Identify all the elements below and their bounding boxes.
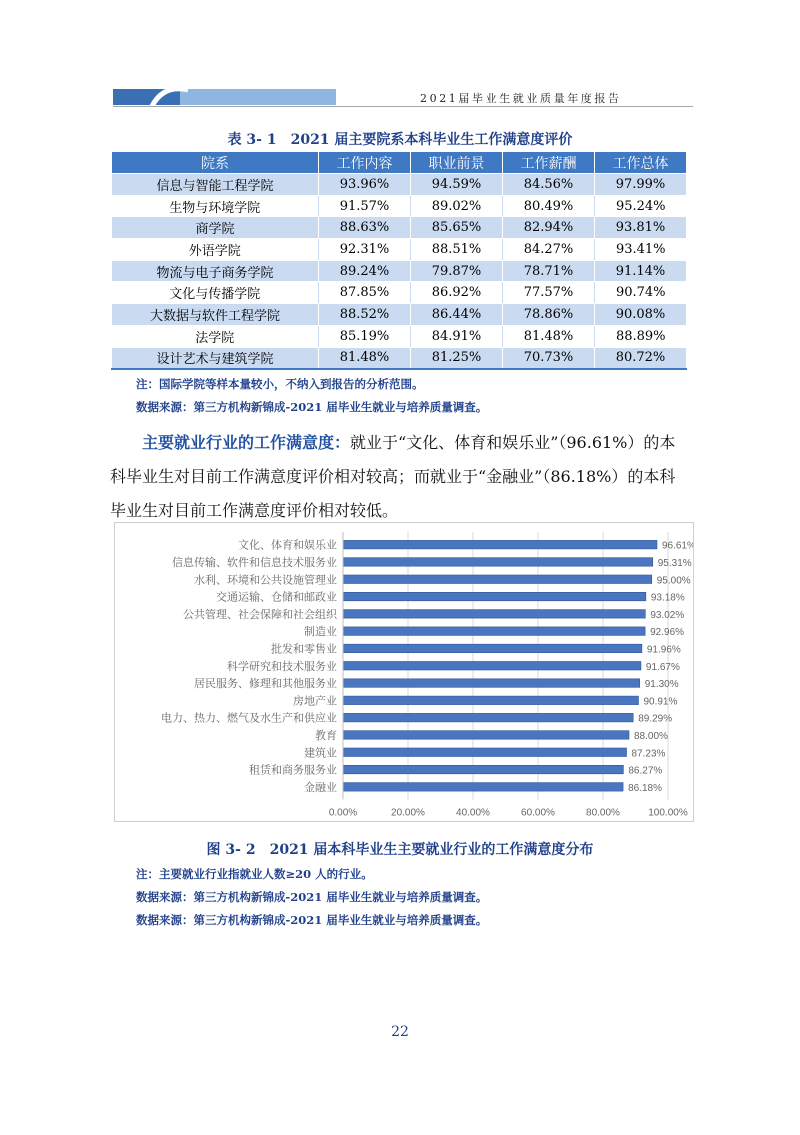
bar [343,558,653,567]
percentage-cell: 80.49% [503,195,595,217]
percentage-cell: 82.94% [503,217,595,239]
x-tick-label: 100.00% [648,807,688,819]
table-header-cell: 工作薪酬 [503,152,595,174]
table-row [112,195,687,217]
data-label: 93.02% [650,609,685,621]
header-band-accent [180,89,336,105]
department-name-cell: 物流与电子商务学院 [112,260,319,282]
table-row [112,304,687,326]
x-tick-label: 60.00% [521,807,555,819]
category-label: 信息传输、软件和信息技术服务业 [172,555,337,569]
percentage-cell: 77.57% [503,282,595,304]
figure-caption: 图 3- 2 2021 届本科毕业生主要就业行业的工作满意度分布 [206,842,594,858]
percentage-cell: 89.24% [319,260,411,282]
bar [343,592,646,601]
table-source: 数据来源：第三方机构新锦成-2021 届毕业生就业与培养质量调查。 [136,400,488,414]
data-label: 95.00% [656,575,691,587]
category-label: 建筑业 [304,746,337,760]
percentage-cell: 86.44% [411,304,503,326]
data-label: 91.96% [646,644,681,656]
percentage-cell: 70.73% [503,347,595,369]
table-header-cell: 院系 [112,152,319,174]
category-label: 公共管理、社会保障和社会组织 [183,607,337,621]
data-label: 93.18% [650,592,685,604]
category-label: 电力、热力、燃气及水生产和供应业 [161,711,337,725]
header-logo-curve [150,82,190,108]
category-label: 批发和零售业 [271,642,337,656]
percentage-cell: 84.91% [411,325,503,347]
paragraph-lead: 主要就业行业的工作满意度： [142,433,351,452]
bar [343,662,641,671]
category-label: 文化、体育和娱乐业 [238,538,337,552]
percentage-cell: 89.02% [411,195,503,217]
percentage-cell: 93.41% [595,239,687,261]
table-row [112,239,687,261]
data-label: 87.23% [631,748,666,760]
satisfaction-table [111,151,687,370]
percentage-cell: 84.27% [503,239,595,261]
category-label: 制造业 [304,625,337,639]
data-label: 95.31% [657,557,692,569]
figure-source-repeat: 数据来源：第三方机构新锦成-2021 届毕业生就业与培养质量调查。 [136,913,488,927]
table-note: 注：国际学院等样本量较小，不纳入到报告的分析范围。 [136,377,424,391]
table-row [112,347,687,369]
bar [343,610,645,619]
department-name-cell: 信息与智能工程学院 [112,174,319,196]
percentage-cell: 81.25% [411,347,503,369]
percentage-cell: 88.51% [411,239,503,261]
table-caption: 表 3- 1 2021 届主要院系本科毕业生工作满意度评价 [227,132,573,148]
category-label: 房地产业 [293,694,337,708]
department-name-cell: 生物与环境学院 [112,195,319,217]
paragraph-line-3: 毕业生对目前工作满意度评价相对较低。 [110,501,399,520]
x-tick-label: 20.00% [391,807,425,819]
category-label: 教育 [315,728,337,742]
percentage-cell: 78.86% [503,304,595,326]
percentage-cell: 84.56% [503,174,595,196]
table-row [112,174,687,196]
percentage-cell: 88.63% [319,217,411,239]
category-label: 租赁和商务服务业 [249,763,337,777]
table-header-row [112,152,687,174]
data-label: 89.29% [638,713,673,725]
category-label: 居民服务、修理和其他服务业 [194,677,337,691]
category-label: 科学研究和技术服务业 [227,659,337,673]
percentage-cell: 95.24% [595,195,687,217]
industry-satisfaction-chart [115,523,693,821]
data-label: 91.67% [645,661,680,673]
bar [343,644,642,653]
bar [343,679,640,688]
bar [343,783,623,792]
bar [343,575,652,584]
department-name-cell: 文化与传播学院 [112,282,319,304]
bar [343,748,626,757]
percentage-cell: 85.19% [319,325,411,347]
x-tick-label: 40.00% [456,807,490,819]
data-label: 91.30% [644,679,679,691]
x-tick-label: 0.00% [328,807,358,819]
percentage-cell: 90.74% [595,282,687,304]
bar [343,696,638,705]
data-label: 92.96% [650,627,685,639]
percentage-cell: 81.48% [319,347,411,369]
table-header-cell: 职业前景 [411,152,503,174]
percentage-cell: 86.92% [411,282,503,304]
chart-container [114,522,694,822]
paragraph-line-1 [110,426,694,460]
percentage-cell: 81.48% [503,325,595,347]
data-label: 86.27% [628,765,663,777]
category-label: 交通运输、仓储和邮政业 [216,590,337,604]
bar [343,627,645,636]
bar [343,731,629,740]
table-header-cell: 工作总体 [595,152,687,174]
paragraph-line-2: 科毕业生对目前工作满意度评价相对较高；而就业于“金融业”（86.18%）的本科 [110,467,676,486]
figure-source: 数据来源：第三方机构新锦成-2021 届毕业生就业与培养质量调查。 [136,890,488,904]
data-label: 86.18% [628,782,663,794]
paragraph-text: 就业于“文化、体育和娱乐业”（96.61%）的本 [350,433,676,452]
bar [343,713,633,722]
percentage-cell: 90.08% [595,304,687,326]
bar [343,765,623,774]
page-number: 22 [391,1024,409,1040]
department-name-cell: 大数据与软件工程学院 [112,304,319,326]
department-name-cell: 商学院 [112,217,319,239]
category-label: 金融业 [304,780,337,794]
percentage-cell: 91.14% [595,260,687,282]
percentage-cell: 88.52% [319,304,411,326]
percentage-cell: 93.81% [595,217,687,239]
table-row [112,282,687,304]
data-label: 96.61% [661,540,693,552]
percentage-cell: 91.57% [319,195,411,217]
figure-note: 注：主要就业行业指就业人数≥20 人的行业。 [136,867,373,881]
percentage-cell: 85.65% [411,217,503,239]
percentage-cell: 88.89% [595,325,687,347]
percentage-cell: 87.85% [319,282,411,304]
category-label: 水利、环境和公共设施管理业 [194,573,337,587]
percentage-cell: 79.87% [411,260,503,282]
table-header-cell: 工作内容 [319,152,411,174]
data-label: 90.91% [643,696,678,708]
department-name-cell: 外语学院 [112,239,319,261]
table-row [112,260,687,282]
percentage-cell: 92.31% [319,239,411,261]
percentage-cell: 93.96% [319,174,411,196]
department-name-cell: 法学院 [112,325,319,347]
table-row [112,217,687,239]
bar [343,540,657,549]
percentage-cell: 97.99% [595,174,687,196]
data-label: 88.00% [634,730,668,742]
table-row [112,325,687,347]
percentage-cell: 94.59% [411,174,503,196]
header-divider [113,106,693,107]
percentage-cell: 80.72% [595,347,687,369]
percentage-cell: 78.71% [503,260,595,282]
department-name-cell: 设计艺术与建筑学院 [112,347,319,369]
header-title: 2021届毕业生就业质量年度报告 [420,92,622,105]
x-tick-label: 80.00% [586,807,620,819]
